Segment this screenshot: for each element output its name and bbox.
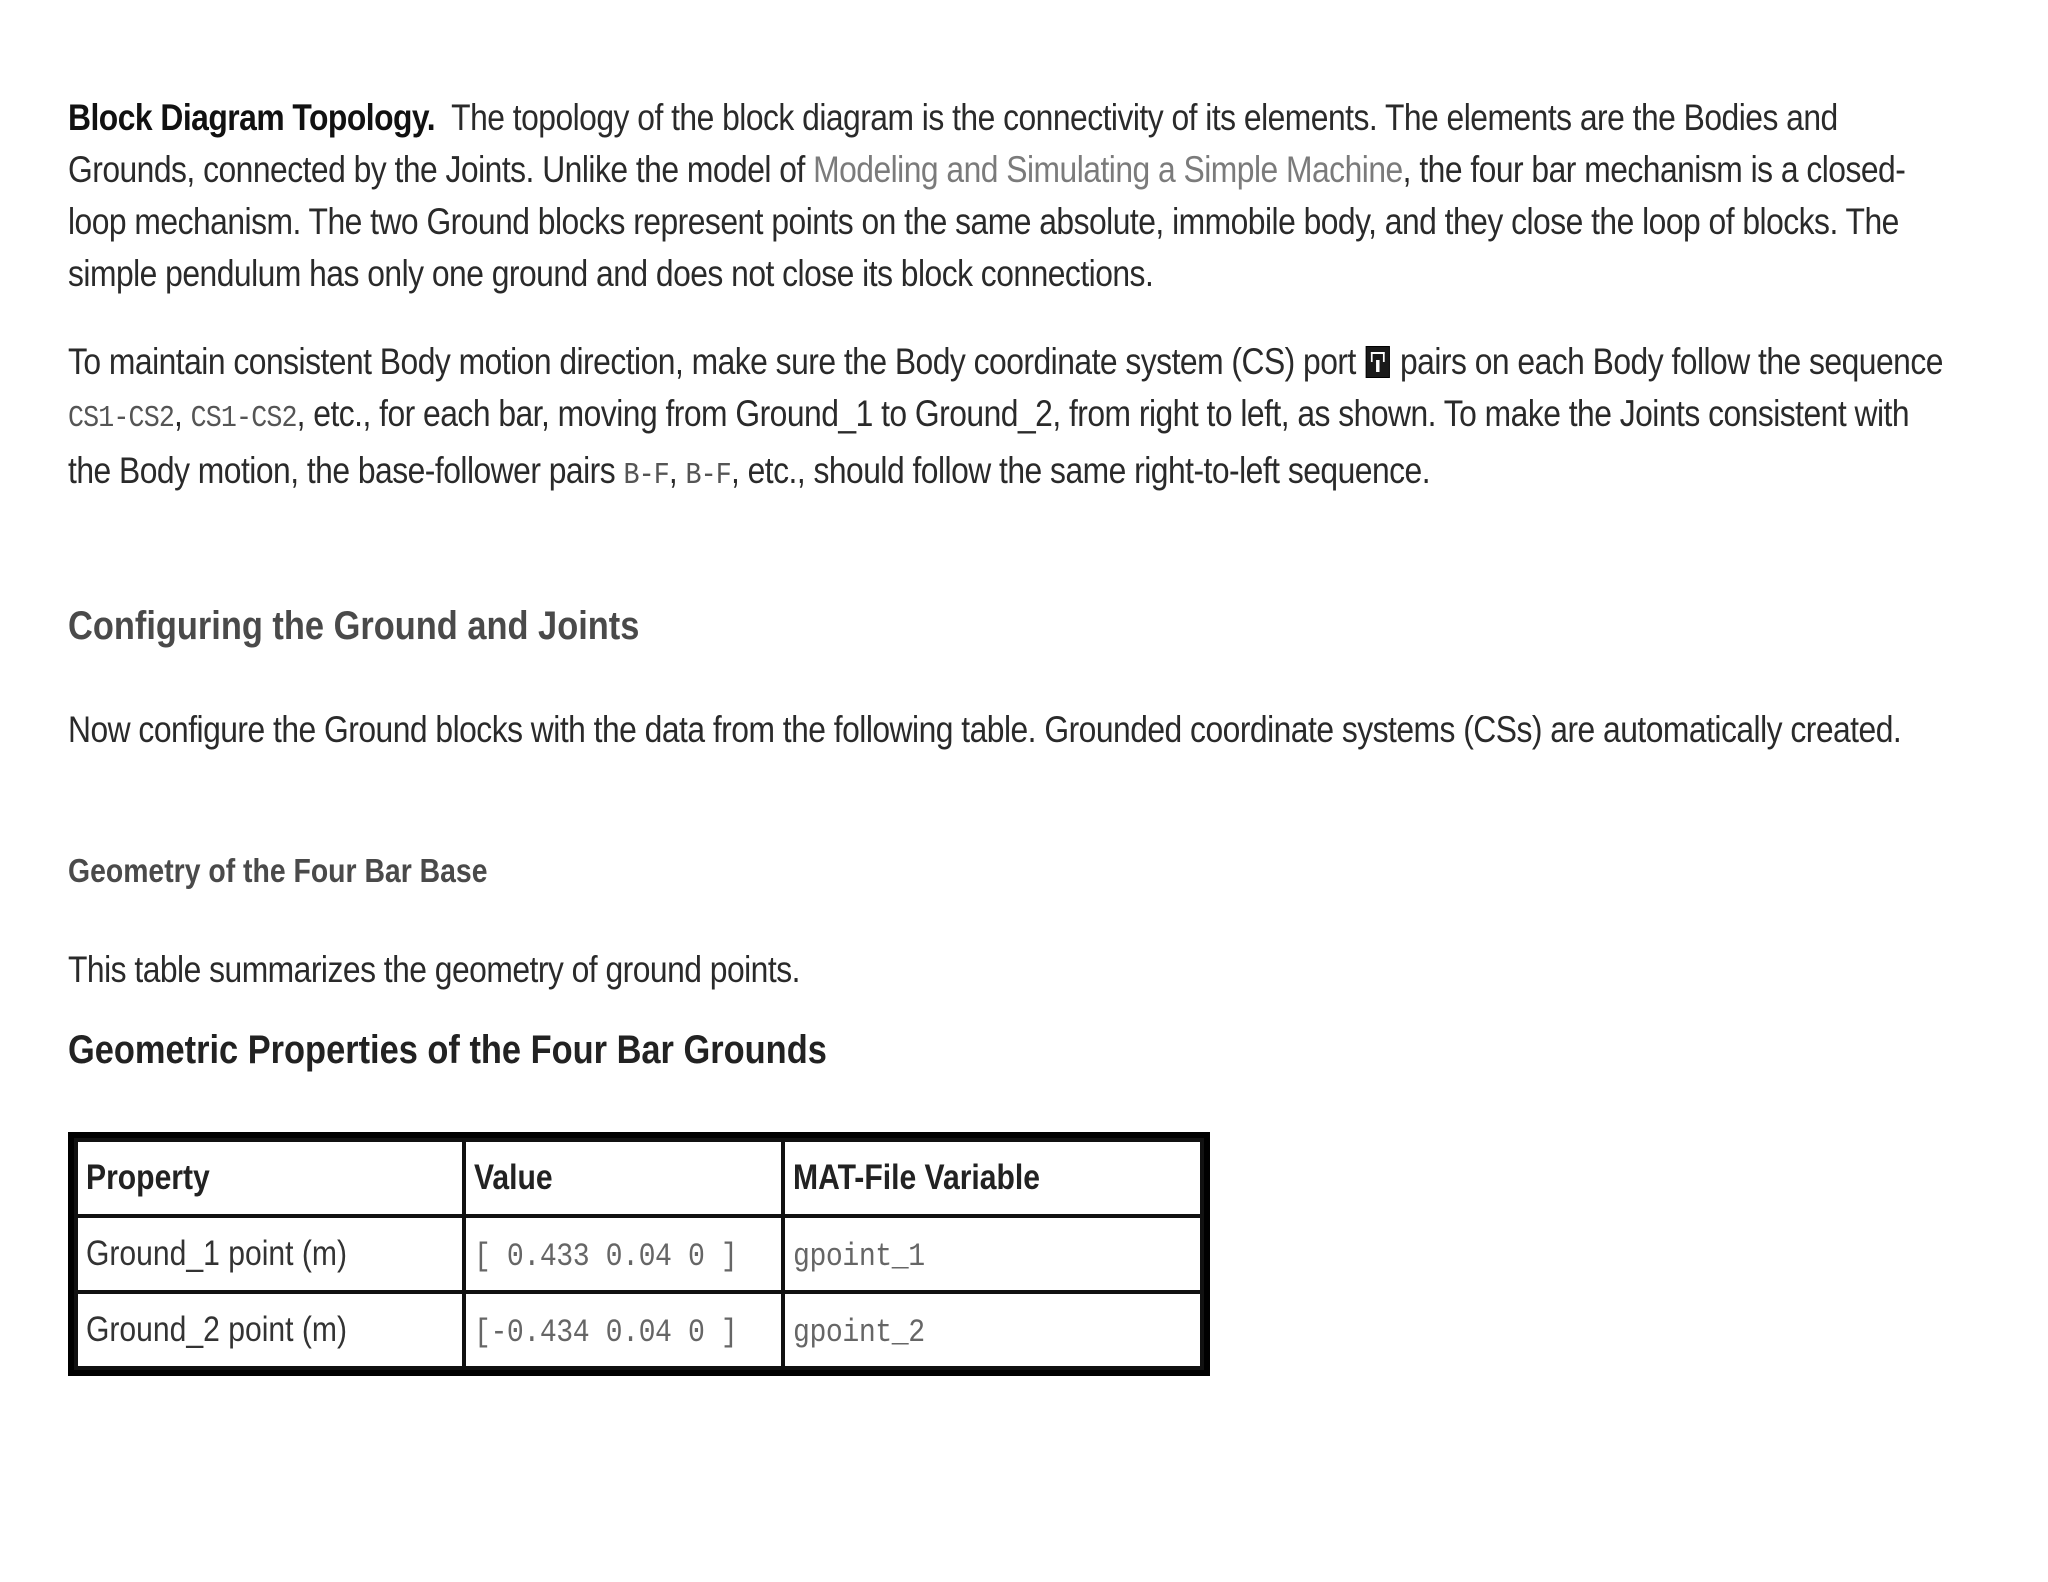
cs-pair-code: CS1-CS2 bbox=[68, 401, 174, 436]
topology-text-1: The topology of the block diagram is the connectivity of its elements. The elements are the Bodies and Grounds, connected by the Joints. Unlike the model of bbox=[68, 97, 1838, 190]
header-property: Property bbox=[76, 1140, 464, 1216]
cs-pair-code: CS1-CS2 bbox=[190, 401, 297, 436]
separator: , bbox=[173, 393, 191, 434]
separator: , bbox=[668, 450, 686, 491]
section-heading: Configuring the Ground and Joints bbox=[68, 604, 640, 648]
topology-text-2: , the four bar mechanism is a closed-loop mechanism. The two Ground blocks represent points on the same absolute, immobile body, and they close the loop of blocks. The simple pendulum has only one ground and does not close its block connections. bbox=[68, 149, 1906, 294]
table-header-row bbox=[76, 1140, 1202, 1216]
consistency-paragraph bbox=[68, 336, 1951, 502]
topology-lead: Block Diagram Topology. bbox=[68, 97, 436, 138]
header-mat-file-variable: MAT-File Variable bbox=[783, 1140, 1202, 1216]
table-row bbox=[76, 1292, 1202, 1368]
summary-paragraph: This table summarizes the geometry of ground points. bbox=[68, 949, 800, 990]
consistency-text-4: , etc., should follow the same right-to-left sequence. bbox=[730, 450, 1431, 491]
table-caption: Geometric Properties of the Four Bar Grounds bbox=[68, 1028, 827, 1072]
table-cell-property: Ground_2 point (m) bbox=[76, 1292, 464, 1368]
configure-paragraph: Now configure the Ground blocks with the data from the following table. Grounded coordinate systems (CSs) are automatically created. bbox=[68, 709, 1902, 750]
consistency-text-1: To maintain consistent Body motion direction, make sure the Body coordinate system (CS) port bbox=[68, 341, 1365, 382]
bf-pair-code: B-F bbox=[623, 458, 669, 493]
table-cell-value: [ 0.433 0.04 0 ] bbox=[464, 1216, 783, 1292]
table-cell-property: Ground_1 point (m) bbox=[76, 1216, 464, 1292]
cs-port-icon bbox=[1366, 346, 1390, 378]
subsection-heading: Geometry of the Four Bar Base bbox=[68, 852, 488, 889]
table-row bbox=[76, 1216, 1202, 1292]
table-cell-variable: gpoint_1 bbox=[783, 1216, 1202, 1292]
table-cell-value: [-0.434 0.04 0 ] bbox=[464, 1292, 783, 1368]
geometry-table bbox=[68, 1132, 1210, 1376]
consistency-text-2: pairs on each Body follow the sequence bbox=[1391, 341, 1943, 382]
topology-paragraph bbox=[68, 92, 1951, 300]
header-value: Value bbox=[464, 1140, 783, 1216]
bf-pair-code: B-F bbox=[685, 458, 731, 493]
table-cell-variable: gpoint_2 bbox=[783, 1292, 1202, 1368]
simple-machine-link[interactable]: Modeling and Simulating a Simple Machine bbox=[813, 149, 1403, 190]
consistency-text-3: , etc., for each bar, moving from Ground_1 to Ground_2, from right to left, as shown. To make the Joints consistent with the Body motion, the base-follower pairs bbox=[68, 393, 1910, 491]
